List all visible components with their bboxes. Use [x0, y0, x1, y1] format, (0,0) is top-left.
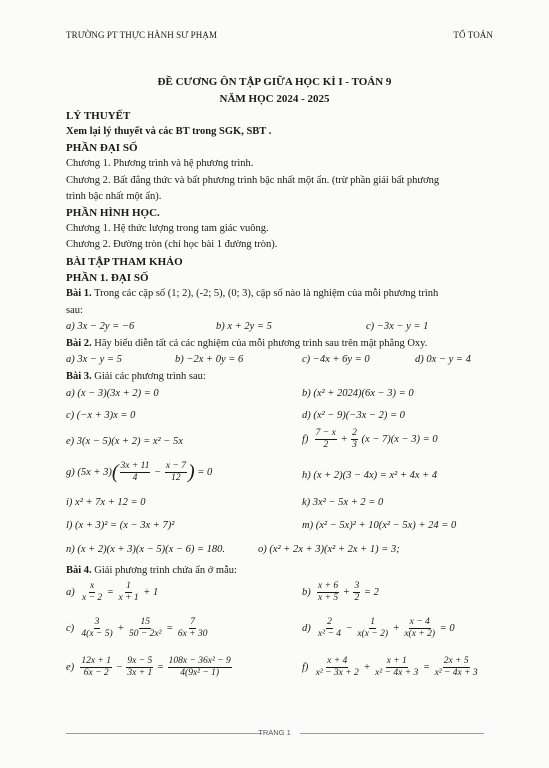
bai-3-k: k) 3x² − 5x + 2 = 0 — [302, 497, 384, 508]
page-header — [66, 30, 493, 40]
algebra-heading: PHẦN ĐẠI SỐ — [66, 142, 138, 154]
document-title: ĐỀ CƯƠNG ÔN TẬP GIỮA HỌC KÌ I - TOÁN 9 — [157, 76, 392, 88]
geometry-chapter-1: Chương 1. Hệ thức lượng trong tam giác vuông. — [66, 223, 269, 234]
bai-3-m: m) (x² − 5x)² + 10(x² − 5x) + 24 = 0 — [302, 520, 457, 531]
bai-3-o: o) (x² + 2x + 3)(x² + 2x + 1) = 3; — [258, 544, 400, 555]
algebra-chapter-2-cont: trình bậc nhất một ẩn). — [66, 191, 162, 202]
bai-1-prompt: Bài 1. Trong các cặp số (1; 2), (-2; 5), (0; 3), cặp số nào là nghiệm của mỗi phương trình — [66, 288, 439, 299]
bai-1-item-a: a) 3x − 2y = −6 — [66, 321, 135, 332]
bai-4-c: c) $\frac{3}{4(x - 5)}$ + $\frac{15}{\text{50 − 2x²}}$ = $\frac{7}{6x + 30}$ — [66, 617, 208, 639]
bai-4-f: f) $\frac{x + 4}{\text{x² − 3x + 2}}$ + $\frac{x + 1}{\text{x² − 4x + 3}}$ = $\frac{2x + 5}{\text{x² − 4x + 3}}$ — [302, 656, 478, 678]
bai-4-d: d) $\frac{2}{\text{x² − 4}}$ − $\frac{1}{x(x - 2)}$ + $\frac{x - 4}{x(x + 2)}$ = 0 — [302, 617, 455, 639]
bai-1-item-c: c) −3x − y = 1 — [366, 321, 429, 332]
department-name: TỔ TOÁN — [453, 30, 493, 40]
bai-2-prompt: Bài 2. Hãy biểu diễn tất cả các nghiệm của mỗi phương trình sau trên mặt phẳng Oxy. — [66, 338, 428, 349]
bai-4-a: a) $\frac{x}{x - 2}$ = $\frac{1}{x + 1}$ + 1 — [66, 581, 159, 603]
bai-3-h: h) (x + 2)(3 − 4x) = x² + 4x + 4 — [302, 470, 438, 481]
bai-3-a: a) (x − 3)(3x + 2) = 0 — [66, 388, 159, 399]
bai-3-b: b) (x² + 2024)(6x − 3) = 0 — [302, 388, 414, 399]
bai-3-d: d) (x² − 9)(−3x − 2) = 0 — [302, 410, 405, 421]
bai-3-l: l) (x + 3)² = (x − 3x + 7)² — [66, 520, 175, 531]
bai-2-item-c: c) −4x + 6y = 0 — [302, 354, 370, 365]
school-name: TRƯỜNG PT THỰC HÀNH SƯ PHẠM — [66, 30, 218, 40]
bai-4-b: b) $\frac{x + 6}{x + 5}$ + $\frac{3}{2}$ = 2 — [302, 581, 379, 603]
page-number: TRANG 1 — [258, 728, 291, 737]
bai-3-f: f) $\frac{7 - x}{2}$ + $\frac{2}{3}$ (x − 7)(x − 3) = 0 — [302, 428, 438, 450]
bai-1-prompt-cont: sau: — [66, 305, 83, 316]
algebra-chapter-2: Chương 2. Bất đẳng thức và bất phương trình bậc nhất một ẩn. (trừ phần giải bất phương — [66, 175, 440, 186]
bai-3-g: g) (5x + 3)( $\frac{3x + 11}{4}$ − $\frac{x - 7}{12}$ ) = 0 — [66, 461, 213, 483]
bai-2-item-a: a) 3x − y = 5 — [66, 354, 122, 365]
algebra-chapter-1: Chương 1. Phương trình và hệ phương trình. — [66, 158, 254, 169]
bai-3-n: n) (x + 2)(x + 3)(x − 5)(x − 6) = 180. — [66, 544, 226, 555]
bai-1-item-b: b) x + 2y = 5 — [216, 321, 272, 332]
geometry-heading: PHẦN HÌNH HỌC. — [66, 207, 160, 219]
theory-heading: LÝ THUYẾT — [66, 110, 131, 122]
bai-3-prompt: Bài 3. Giải các phương trình sau: — [66, 371, 206, 382]
theory-note: Xem lại lý thuyết và các BT trong SGK, SBT . — [66, 126, 272, 137]
part-1-heading: PHẦN 1. ĐẠI SỐ — [66, 272, 149, 284]
exercises-heading: BÀI TẬP THAM KHẢO — [66, 256, 183, 268]
bai-3-e: e) 3(x − 5)(x + 2) = x² − 5x — [66, 436, 183, 447]
bai-4-prompt: Bài 4. Giải phương trình chứa ẩn ở mẫu: — [66, 565, 237, 576]
bai-2-item-b: b) −2x + 0y = 6 — [175, 354, 244, 365]
school-year: NĂM HỌC 2024 - 2025 — [219, 93, 330, 105]
geometry-chapter-2: Chương 2. Đường tròn (chỉ học bài 1 đường tròn). — [66, 239, 278, 250]
bai-3-c: c) (−x + 3)x = 0 — [66, 410, 136, 421]
bai-4-e: e) $\frac{12x + 1}{6x - 2}$ − $\frac{9x - 5}{3x + 1}$ = $\frac{\text{108x − 36x² − 9}}{\text{4(9x² − 1)}}$ — [66, 656, 231, 678]
bai-3-i: i) x² + 7x + 12 = 0 — [66, 497, 146, 508]
bai-2-item-d: d) 0x − y = 4 — [415, 354, 471, 365]
